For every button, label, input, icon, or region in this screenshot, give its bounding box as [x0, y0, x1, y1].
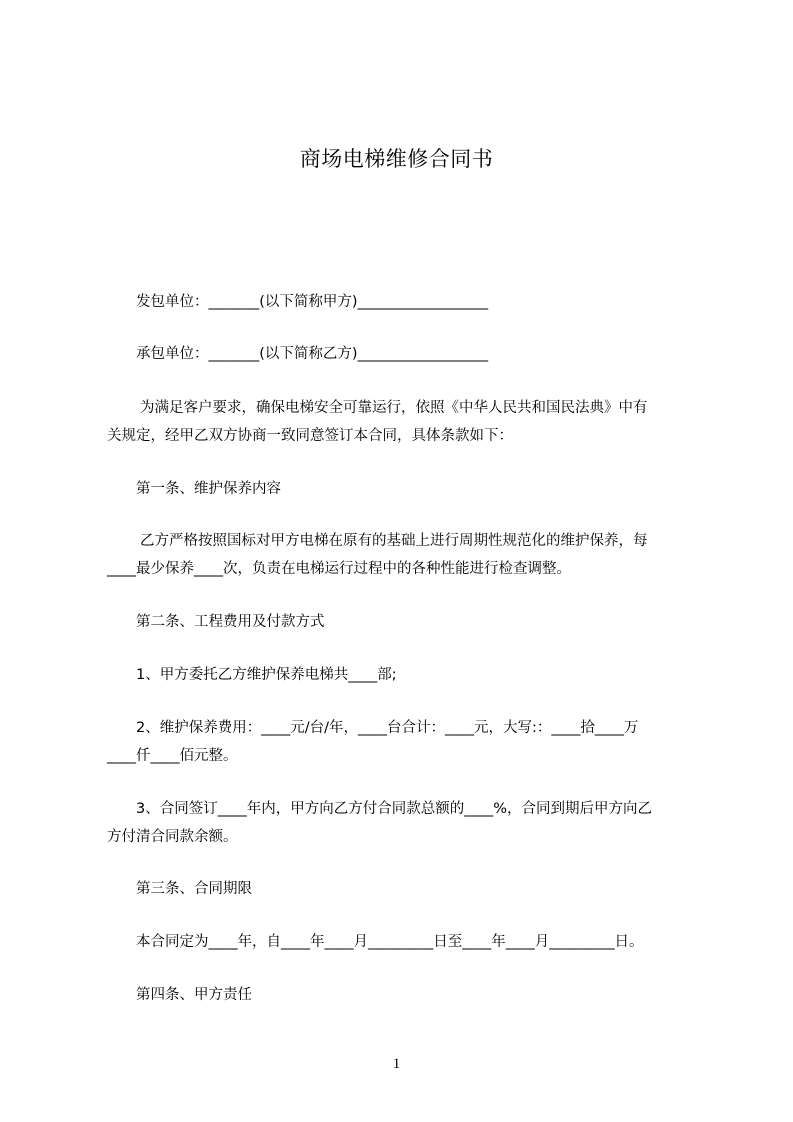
article-1-line-1: 乙方严格按照国标对甲方电梯在原有的基础上进行周期性规范化的维护保养，每	[140, 533, 648, 549]
clause-2-3-line-1: 3、合同签订____年内，甲方向乙方付合同款总额的____%，合同到期后甲方向乙	[136, 801, 653, 817]
clause-2-2-line-1: 2、维护保养费用：____元/台/年，____台合计：____元，大写:：____拾____万	[136, 720, 639, 736]
preamble-line-2: 关规定，经甲乙双方协商一致同意签订本合同，具体条款如下：	[107, 428, 513, 444]
article-3-heading: 第三条、合同期限	[136, 881, 252, 897]
article-1-line-2: ____最少保养____次，负责在电梯运行过程中的各种性能进行检查调整。	[107, 561, 571, 577]
document-title: 商场电梯维修合同书	[299, 147, 494, 171]
article-1-heading: 第一条、维护保养内容	[136, 481, 281, 497]
party-b-line: 承包单位：_______(以下简称乙方)__________________	[136, 346, 489, 362]
article-3-line: 本合同定为____年，自____年____月_________日至____年____月_________日。	[136, 934, 644, 950]
page-number: 1	[392, 1056, 401, 1072]
article-4-heading: 第四条、甲方责任	[136, 987, 252, 1003]
article-2-heading: 第二条、工程费用及付款方式	[136, 614, 325, 630]
party-a-line: 发包单位：_______(以下简称甲方)__________________	[136, 294, 489, 310]
clause-2-2-line-2: ____仟____佰元整。	[107, 748, 238, 764]
clause-2-3-line-2: 方付清合同款余额。	[107, 829, 238, 845]
preamble-line-1: 为满足客户要求，确保电梯安全可靠运行，依照《中华人民共和国民法典》中有	[140, 400, 648, 416]
clause-2-1: 1、甲方委托乙方维护保养电梯共____部;	[136, 667, 397, 683]
